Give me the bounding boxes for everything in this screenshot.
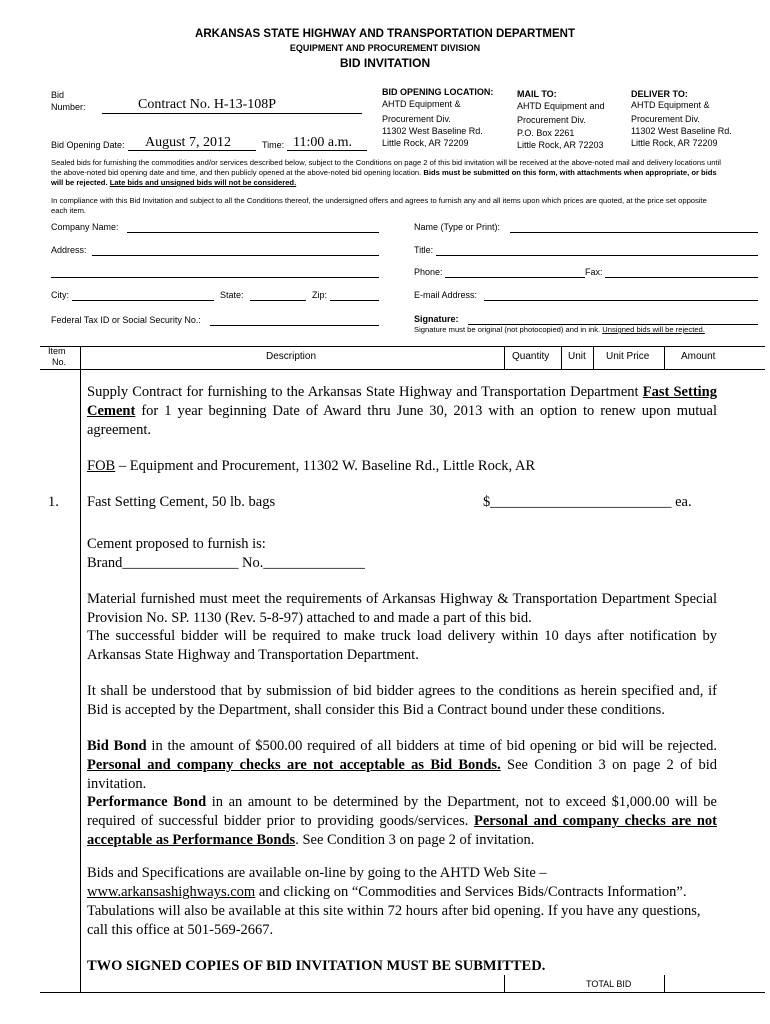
address-line: AHTD Equipment and bbox=[517, 101, 605, 111]
web-paragraph bbox=[87, 864, 717, 940]
supply-contract-paragraph bbox=[87, 383, 717, 440]
address-line: AHTD Equipment & bbox=[382, 99, 461, 109]
title-field[interactable] bbox=[436, 255, 758, 256]
amount-header: Amount bbox=[681, 351, 716, 362]
zip-label: Zip: bbox=[312, 290, 328, 300]
bid-number-label-2: Number: bbox=[51, 102, 86, 112]
address-line: AHTD Equipment & bbox=[631, 100, 710, 110]
description-header: Description bbox=[266, 351, 317, 362]
company-name-field[interactable] bbox=[127, 232, 379, 233]
bid-number-line bbox=[102, 113, 362, 114]
brand-number-fields[interactable]: Brand________________ No.______________ bbox=[87, 555, 365, 571]
item-header-1: Item bbox=[48, 346, 66, 356]
bid-bond-checks-warning: Personal and company checks are not acceptable as Bid Bonds. bbox=[87, 757, 501, 773]
address-line: 11302 West Baseline Rd. bbox=[382, 126, 483, 136]
signature-note bbox=[414, 325, 705, 334]
p1-text: Supply Contract for furnishing to the Arkansas State Highway and Transportation Department bbox=[87, 384, 643, 400]
item-price-field[interactable]: $_________________________ ea. bbox=[483, 494, 692, 510]
signature-note-text: Signature must be original (not photocopied) and in ink. bbox=[414, 325, 601, 334]
bid-time-value[interactable]: 11:00 a.m. bbox=[293, 135, 352, 150]
item-col-divider bbox=[80, 346, 81, 992]
table-header-bottom bbox=[40, 369, 765, 370]
city-field[interactable] bbox=[72, 300, 214, 301]
cement-proposed-label: Cement proposed to furnish is: bbox=[87, 536, 266, 552]
signature-note-underlined: Unsigned bids will be rejected. bbox=[602, 325, 705, 334]
fob-text: – Equipment and Procurement, 11302 W. Baseline Rd., Little Rock, AR bbox=[115, 458, 536, 474]
address-line: P.O. Box 2261 bbox=[517, 128, 575, 138]
item-description: Fast Setting Cement, 50 lb. bags bbox=[87, 494, 276, 510]
sealed-bids-notice bbox=[51, 158, 721, 188]
performance-bond-text: in an amount to be determined by the Department, not to exceed $1,000.00 will be required of successful bidder prior to providing goods/services. bbox=[87, 794, 717, 829]
performance-bond-label: Performance Bond bbox=[87, 794, 207, 810]
p1-product: Fast Setting Cement bbox=[87, 384, 717, 419]
state-field[interactable] bbox=[250, 300, 306, 301]
bid-bond-condition: See Condition 3 on page 2 of bid invitation. bbox=[87, 757, 717, 792]
performance-bond-checks-warning: Personal and company checks are not acceptable as Performance Bonds bbox=[87, 813, 717, 848]
address-line: Procurement Div. bbox=[631, 114, 700, 124]
fax-label: Fax: bbox=[585, 267, 603, 277]
phone-field[interactable] bbox=[445, 277, 585, 278]
total-left-divider bbox=[504, 975, 505, 992]
understood-paragraph: It shall be understood that by submission of bid bidder agrees to the conditions as herein specified and, if Bid is accepted by the Department, shall consider this Bid a Contract bound under these conditions. bbox=[87, 683, 717, 718]
division-title: EQUIPMENT AND PROCUREMENT DIVISION bbox=[289, 43, 481, 53]
late-bids-text: Late bids and unsigned bids will not be considered. bbox=[109, 178, 297, 187]
address-label: Address: bbox=[51, 245, 87, 255]
sealed-text: Sealed bids for furnishing the commodities and/or services described below, subject to the Conditions on page 2 of this bid invitation will be received at the above-noted mail and delivery locations until the above-noted bid opening date and time, and then publicly opened at the above-noted bid opening location. bbox=[51, 158, 721, 177]
title-label: Title: bbox=[414, 245, 434, 255]
state-label: State: bbox=[220, 290, 244, 300]
two-copies-notice: TWO SIGNED COPIES OF BID INVITATION MUST BE SUBMITTED. bbox=[87, 958, 546, 974]
address-field-2[interactable] bbox=[51, 277, 379, 278]
table-top-border bbox=[40, 346, 765, 347]
address-line: Procurement Div. bbox=[517, 115, 586, 125]
bid-time-label: Time: bbox=[262, 140, 285, 150]
address-line: Little Rock, AR 72203 bbox=[517, 140, 604, 150]
total-right-divider bbox=[664, 975, 665, 992]
sealed-bold-text: Bids must be submitted on this form, with attachments when appropriate, or bids will be rejected. bbox=[51, 168, 717, 187]
item-header-2: No. bbox=[52, 357, 67, 367]
zip-field[interactable] bbox=[330, 300, 379, 301]
email-label: E-mail Address: bbox=[414, 290, 478, 300]
website-link[interactable]: www.arkansashighways.com bbox=[87, 884, 256, 900]
mail-to-heading: MAIL TO: bbox=[517, 89, 557, 99]
unit-col-divider bbox=[561, 346, 562, 370]
table-bottom-border bbox=[40, 992, 765, 993]
quantity-header: Quantity bbox=[512, 351, 550, 362]
phone-label: Phone: bbox=[414, 267, 443, 277]
total-bid-label: TOTAL BID bbox=[586, 979, 632, 989]
page-title: BID INVITATION bbox=[339, 56, 431, 70]
address-line: Procurement Div. bbox=[382, 114, 451, 124]
department-title: ARKANSAS STATE HIGHWAY AND TRANSPORTATION DEPARTMENT bbox=[195, 28, 575, 40]
quantity-col-divider bbox=[504, 346, 505, 370]
amount-col-divider bbox=[664, 346, 665, 370]
bid-bond-paragraph bbox=[87, 737, 717, 794]
tax-id-label: Federal Tax ID or Social Security No.: bbox=[51, 315, 201, 325]
performance-bond-paragraph bbox=[87, 793, 717, 850]
company-name-label: Company Name: bbox=[51, 222, 119, 232]
name-label: Name (Type or Print): bbox=[414, 222, 501, 232]
unit-price-header: Unit Price bbox=[606, 351, 650, 362]
email-field[interactable] bbox=[484, 300, 758, 301]
address-line: Little Rock, AR 72209 bbox=[631, 138, 718, 148]
bid-bond-label: Bid Bond bbox=[87, 738, 147, 754]
web-line-1: Bids and Specifications are available on-line by going to the AHTD Web Site – bbox=[87, 865, 547, 881]
bid-opening-heading: BID OPENING LOCATION: bbox=[382, 87, 494, 97]
web-line-2: and clicking on “Commodities and Services Bids/Contracts Information”. bbox=[255, 884, 687, 900]
tabulations-text: Tabulations will also be available at this site within 72 hours after bid opening. If you have any questions, call this office at 501-569-2667. bbox=[87, 903, 701, 938]
compliance-notice: In compliance with this Bid Invitation and subject to all the Conditions thereof, the undersigned offers and agrees to furnish any and all items upon which prices are quoted, at the price set opposite each item. bbox=[51, 196, 707, 215]
deliver-to-heading: DELIVER TO: bbox=[631, 89, 688, 99]
city-label: City: bbox=[51, 290, 69, 300]
unit-header: Unit bbox=[568, 351, 586, 362]
delivery-requirements: The successful bidder will be required to make truck load delivery within 10 days after notification by Arkansas State Highway and Transportation Department. bbox=[87, 628, 717, 663]
bid-date-label: Bid Opening Date: bbox=[51, 140, 125, 150]
address-line: 11302 West Baseline Rd. bbox=[631, 126, 732, 136]
fob-label: FOB bbox=[87, 458, 116, 474]
signature-label: Signature: bbox=[414, 314, 459, 324]
address-field[interactable] bbox=[92, 255, 379, 256]
bid-number-value[interactable]: Contract No. H-13-108P bbox=[138, 97, 277, 112]
bid-bond-text: in the amount of $500.00 required of all bidders at time of bid opening or bid will be rejected. bbox=[146, 738, 717, 754]
name-field[interactable] bbox=[510, 232, 758, 233]
fob-line bbox=[87, 457, 717, 476]
performance-bond-condition: . See Condition 3 on page 2 of invitation. bbox=[295, 832, 535, 848]
item-number: 1. bbox=[48, 494, 59, 510]
unit-price-col-divider bbox=[593, 346, 594, 370]
material-requirements: Material furnished must meet the requirements of Arkansas Highway & Transportation Department Special Provision No. SP. 1130 (Rev. 5-8-97) attached to and made a part of this bid. bbox=[87, 591, 717, 626]
fax-field[interactable] bbox=[605, 277, 758, 278]
address-line: Little Rock, AR 72209 bbox=[382, 138, 469, 148]
p1-text-2: for 1 year beginning Date of Award thru June 30, 2013 with an option to renew upon mutual agreement. bbox=[87, 403, 717, 438]
tax-id-field[interactable] bbox=[210, 325, 379, 326]
bid-date-value[interactable]: August 7, 2012 bbox=[145, 135, 231, 150]
bid-number-label-1: Bid bbox=[51, 90, 65, 100]
